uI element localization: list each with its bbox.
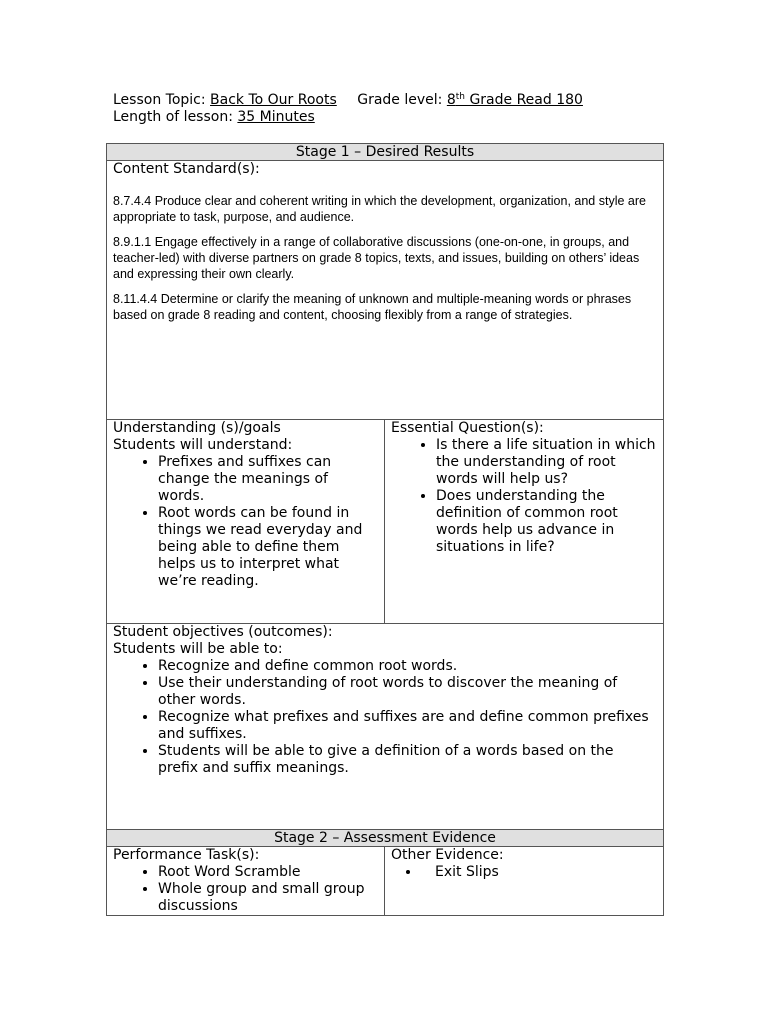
list-item: • Recognize what prefixes and suffixes are and define common prefixes and suffixes. [158, 709, 657, 743]
stage1-header: Stage 1 – Desired Results [107, 144, 664, 161]
performance-cell [107, 847, 385, 916]
other-evidence-list [391, 864, 657, 881]
understanding-list [113, 454, 378, 590]
header-row-1 [113, 92, 583, 109]
grade-number: 8 [446, 92, 456, 108]
list-item: • Students will be able to give a definition of a words based on the prefix and suffix meanings. [158, 743, 657, 777]
lesson-header [113, 92, 583, 126]
standard-2: 8.9.1.1 Engage effectively in a range of collaborative discussions (one-on-one, in groups, and teacher-led) with diverse partners on grade 8 topics, texts, and issues, building on others’ ideas and expressing their own clearly. [113, 235, 640, 281]
objectives-intro: Students will be able to: [113, 641, 283, 657]
topic-label: Lesson Topic: [113, 92, 206, 108]
essential-title: Essential Question(s): [391, 420, 544, 436]
understanding-intro: Students will understand: [113, 437, 293, 453]
length-label: Length of lesson: [113, 109, 233, 125]
grade-text: Grade Read 180 [465, 92, 583, 108]
other-evidence-title: Other Evidence: [391, 847, 504, 863]
grade-label: Grade level: [357, 92, 443, 108]
grade-value [447, 92, 583, 108]
performance-title: Performance Task(s): [113, 847, 260, 863]
stage2-header: Stage 2 – Assessment Evidence [107, 830, 664, 847]
other-evidence-cell [385, 847, 664, 916]
header-row-2 [113, 109, 583, 126]
grade-superscript: th [455, 92, 465, 102]
lesson-plan-table [106, 143, 664, 916]
objectives-cell [107, 624, 664, 830]
list-item: • Prefixes and suffixes can change the meanings of words. [158, 454, 378, 505]
list-item: • Exit Slips [421, 864, 657, 881]
understanding-cell [107, 420, 385, 624]
list-item: • Is there a life situation in which the understanding of root words will help us? [436, 437, 657, 488]
performance-list [113, 864, 378, 915]
standard-3: 8.11.4.4 Determine or clarify the meaning of unknown and multiple-meaning words or phrases based on grade 8 reading and content, choosing flexibly from a range of strategies. [113, 292, 632, 322]
list-item: • Whole group and small group discussions [158, 881, 378, 915]
objectives-list [113, 658, 657, 777]
content-standards-cell [107, 161, 664, 420]
list-item: • Use their understanding of root words to discover the meaning of other words. [158, 675, 657, 709]
list-item: • Does understanding the definition of common root words help us advance in situations in life? [436, 488, 657, 556]
topic-value: Back To Our Roots [210, 92, 337, 108]
objectives-title: Student objectives (outcomes): [113, 624, 333, 640]
essential-questions-cell [385, 420, 664, 624]
essential-list [391, 437, 657, 556]
list-item: • Recognize and define common root words. [158, 658, 657, 675]
standard-1: 8.7.4.4 Produce clear and coherent writing in which the development, organization, and style are appropriate to task, purpose, and audience. [113, 194, 646, 224]
list-item: • Root Word Scramble [158, 864, 378, 881]
understanding-title: Understanding (s)/goals [113, 420, 281, 436]
list-item: • Root words can be found in things we read everyday and being able to define them helps us to interpret what we’re reading. [158, 505, 378, 590]
length-value: 35 Minutes [237, 109, 315, 125]
content-standards-title: Content Standard(s): [113, 161, 260, 177]
